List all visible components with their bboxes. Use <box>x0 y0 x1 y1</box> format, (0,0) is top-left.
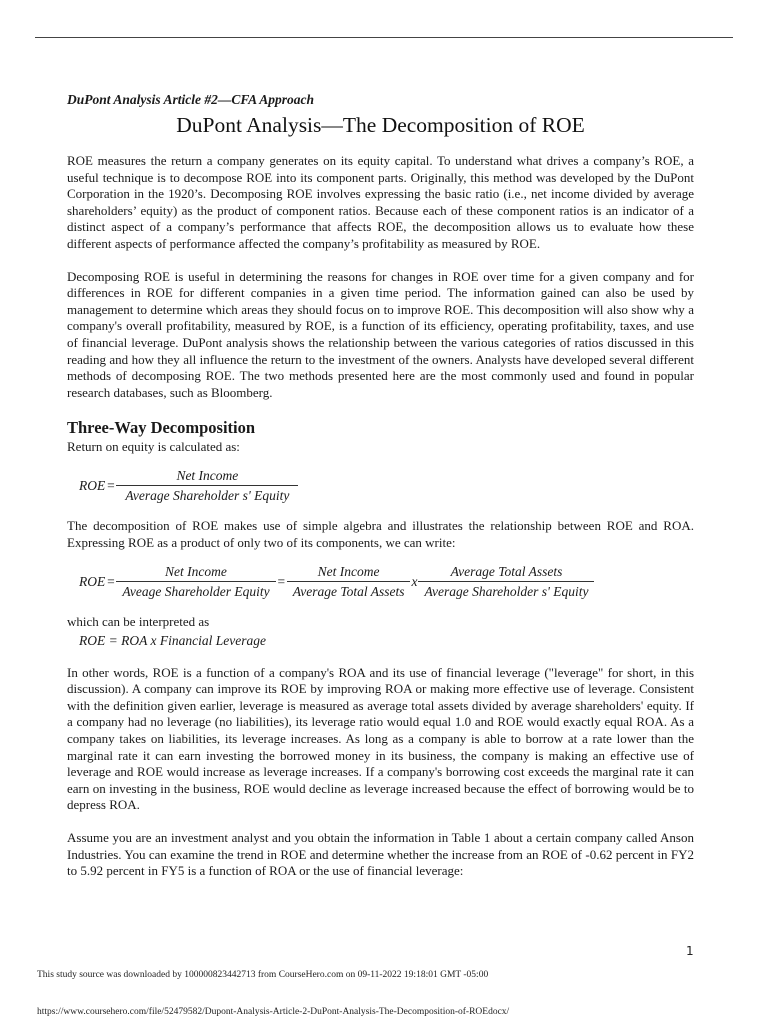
formula-lhs: ROE <box>79 574 106 590</box>
paragraph-leverage-explanation: In other words, ROE is a function of a company's ROA and its use of financial leverage ("leverage" for short, in this discussion). A company can improve its ROE by improving ROA or making more effective use of leverage. Consistent with the definition given earlier, leverage is measured as average total assets divided by average shareholders' equity. If a company had no leverage (no liabilities), its leverage ratio would equal 1.0 and ROE would exactly equal ROA. As a company takes on liabilities, its leverage increases. As long as a company is able to borrow at a rate lower than the marginal rate it can earn investing the borrowed money in its business, the company is making an effective use of leverage and ROE would increase as leverage increases. If a company's borrowing cost exceeds the marginal rate it can earn on investing in the business, ROE would decline as leverage increased because the effect of borrowing would be to depress ROA. <box>67 664 694 813</box>
formula-numerator: Average Total Assets <box>450 564 563 580</box>
formula-equals: = <box>106 477 116 493</box>
formula-lhs: ROE <box>79 477 106 493</box>
document-body <box>67 92 694 880</box>
formula-equals: = <box>276 574 286 590</box>
formula-denominator: Aveage Shareholder Equity <box>116 581 275 600</box>
paragraph-anson-example: Assume you are an investment analyst and you obtain the information in Table 1 about a certain company called Anson Industries. You can examine the trend in ROE and determine whether the increase from an ROE of -0.62 percent in FY2 to 5.92 percent in FY5 is a function of ROA or the use of financial leverage: <box>67 830 694 879</box>
section-intro: Return on equity is calculated as: <box>67 439 240 455</box>
top-rule <box>35 37 733 38</box>
paragraph-decomposition-usefulness: Decomposing ROE is useful in determining the reasons for changes in ROE over time for a given company and for differences in ROE for different companies in a given time period. The information gained can also be used by management to determine which areas they should focus on to improve ROE. This decomposition will also show why a company's overall profitability, measured by ROE, is a function of its efficiency, operating profitability, taxes, and use of financial leverage. DuPont analysis shows the relationship between the various categories of ratios discussed in this reading and how they all influence the return to the investment of the owners. Analysts have developed several different methods of decomposing ROE. The two methods presented here are the most commonly used and found in popular research databases, such as Bloomberg. <box>67 268 694 400</box>
formula-numerator: Net Income <box>176 467 239 483</box>
source-url[interactable]: https://www.coursehero.com/file/52479582/Dupont-Analysis-Article-2-DuPont-Analysis-The-Decomposition-of-ROEdocx/ <box>37 1007 510 1017</box>
formula-fraction <box>116 468 298 504</box>
paragraph-roe-intro: ROE measures the return a company generates on its equity capital. To understand what drives a company’s ROE, a useful technique is to decompose ROE into its component parts. Originally, this method was developed by the DuPont Corporation in the 1920’s. Decomposing ROE involves expressing the basic ratio (i.e., net income divided by average shareholders’ equity) as the product of component ratios. Because each of these component ratios is an indicator of a distinct aspect of a company’s performance that affects ROE, the decomposition allows us to evaluate how these different aspects of performance affected the company’s profitability as measured by ROE. <box>67 153 694 251</box>
section-heading: Three-Way Decomposition <box>67 418 256 438</box>
formula-times: x <box>411 574 418 590</box>
paragraph-interpretation: which can be interpreted as <box>67 614 210 630</box>
formula-numerator: Net Income <box>317 564 380 580</box>
formula-roe-two-way <box>79 564 694 600</box>
formula-fraction-roe <box>116 564 275 600</box>
formula-fraction-roa <box>287 564 411 600</box>
article-title: DuPont Analysis—The Decomposition of ROE <box>176 113 585 137</box>
formula-denominator: Average Total Assets <box>287 581 411 600</box>
article-kicker: DuPont Analysis Article #2—CFA Approach <box>67 92 315 107</box>
formula-roe-roa-leverage: ROE = ROA x Financial Leverage <box>79 632 266 648</box>
formula-denominator: Average Shareholder s' Equity <box>418 581 594 600</box>
page-number: 1 <box>686 944 694 958</box>
formula-roe <box>79 468 694 504</box>
formula-fraction-leverage <box>418 564 594 600</box>
formula-equals: = <box>106 574 116 590</box>
source-note: This study source was downloaded by 100000823442713 from CourseHero.com on 09-11-2022 19:18:01 GMT -05:00 <box>37 970 489 980</box>
formula-denominator: Average Shareholder s' Equity <box>116 485 298 504</box>
paragraph-algebra: The decomposition of ROE makes use of simple algebra and illustrates the relationship between ROE and ROA. Expressing ROE as a product of only two of its components, we can write: <box>67 517 694 550</box>
formula-numerator: Net Income <box>165 564 227 580</box>
